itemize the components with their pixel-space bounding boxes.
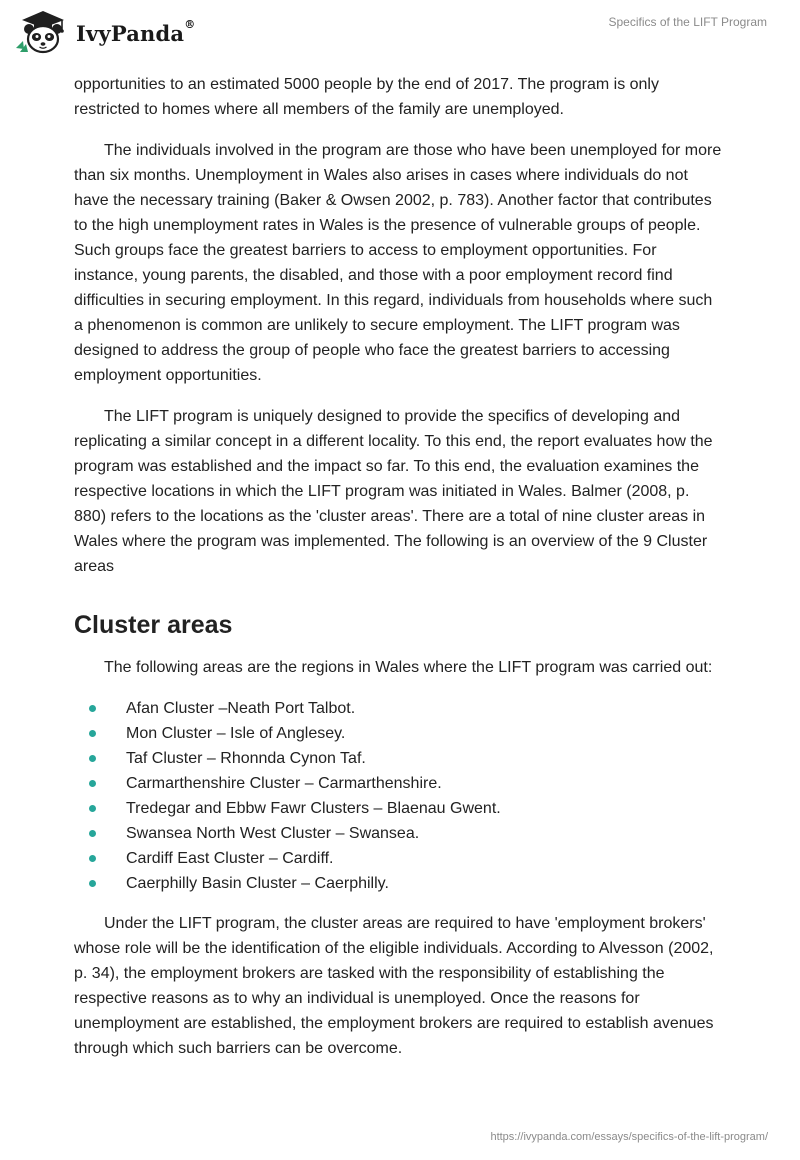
list-item — [74, 821, 724, 846]
page-title: Specifics of the LIFT Program — [608, 15, 767, 29]
bullet-dot-icon — [89, 855, 96, 862]
essay-content — [74, 72, 724, 1077]
list-item-text: Tredegar and Ebbw Fawr Clusters – Blaenau Gwent. — [126, 800, 501, 817]
source-url-link[interactable]: https://ivypanda.com/essays/specifics-of-the-lift-program/ — [490, 1131, 768, 1143]
list-item — [74, 871, 724, 896]
paragraph-unemployment: The individuals involved in the program are those who have been unemployed for more than six months. Unemployment in Wales also arises in cases where individuals do not have the necessary training (Baker & Owsen 2002, p. 783). Another factor that contributes to the high unemployment rates in Wales is the presence of vulnerable groups of people. Such groups face the greatest barriers to access to employment opportunities. For instance, young parents, the disabled, and those with a poor employment record find difficulties in securing employment. In this regard, individuals from households where such a phenomenon is common are unlikely to secure employment. The LIFT program was designed to address the group of people who face the greatest barriers to accessing employment opportunities. — [74, 142, 722, 384]
brand-name: IvyPanda® — [76, 17, 196, 46]
list-item-text: Taf Cluster – Rhonnda Cynon Taf. — [126, 750, 366, 767]
panda-graduate-icon — [14, 8, 72, 56]
bullet-dot-icon — [89, 830, 96, 837]
cluster-list — [74, 696, 724, 896]
list-item-text: Carmarthenshire Cluster – Carmarthenshire. — [126, 775, 442, 792]
list-item-text: Cardiff East Cluster – Cardiff. — [126, 850, 334, 867]
paragraph-program-design: The LIFT program is uniquely designed to provide the specifics of developing and replicating a similar concept in a different locality. To this end, the report evaluates how the program was established and the impact so far. To this end, the evaluation examines the respective locations in which the LIFT program was initiated in Wales. Balmer (2008, p. 880) refers to the locations as the 'cluster areas'. There are a total of nine cluster areas in Wales where the program was implemented. The following is an overview of the 9 Cluster areas — [74, 408, 713, 575]
section-intro: The following areas are the regions in Wales where the LIFT program was carried out: — [104, 659, 713, 676]
list-item-text: Afan Cluster –Neath Port Talbot. — [126, 700, 356, 717]
bullet-dot-icon — [89, 780, 96, 787]
bullet-dot-icon — [89, 730, 96, 737]
list-item — [74, 696, 724, 721]
list-item — [74, 721, 724, 746]
bullet-dot-icon — [89, 880, 96, 887]
bullet-dot-icon — [89, 755, 96, 762]
paragraph-continuation: opportunities to an estimated 5000 people by the end of 2017. The program is only restricted to homes where all members of the family are unemployed. — [74, 76, 659, 118]
list-item — [74, 796, 724, 821]
brand-logo[interactable] — [14, 8, 195, 56]
list-item-text: Swansea North West Cluster – Swansea. — [126, 825, 420, 842]
section-heading: Cluster areas — [74, 611, 233, 639]
list-item-text: Mon Cluster – Isle of Anglesey. — [126, 725, 346, 742]
bullet-dot-icon — [89, 805, 96, 812]
paragraph-employment-brokers: Under the LIFT program, the cluster areas are required to have 'employment brokers' whose role will be the identification of the eligible individuals. According to Alvesson (2002, p. 34), the employment brokers are tasked with the responsibility of establishing the respective reasons as to why an individual is unemployed. Once the reasons for unemployment are established, the employment brokers are required to establish avenues through which such barriers can be overcome. — [74, 915, 714, 1057]
list-item — [74, 771, 724, 796]
list-item-text: Caerphilly Basin Cluster – Caerphilly. — [126, 875, 389, 892]
bullet-dot-icon — [89, 705, 96, 712]
list-item — [74, 846, 724, 871]
registered-mark: ® — [184, 17, 196, 31]
page-header — [0, 0, 800, 70]
list-item — [74, 746, 724, 771]
